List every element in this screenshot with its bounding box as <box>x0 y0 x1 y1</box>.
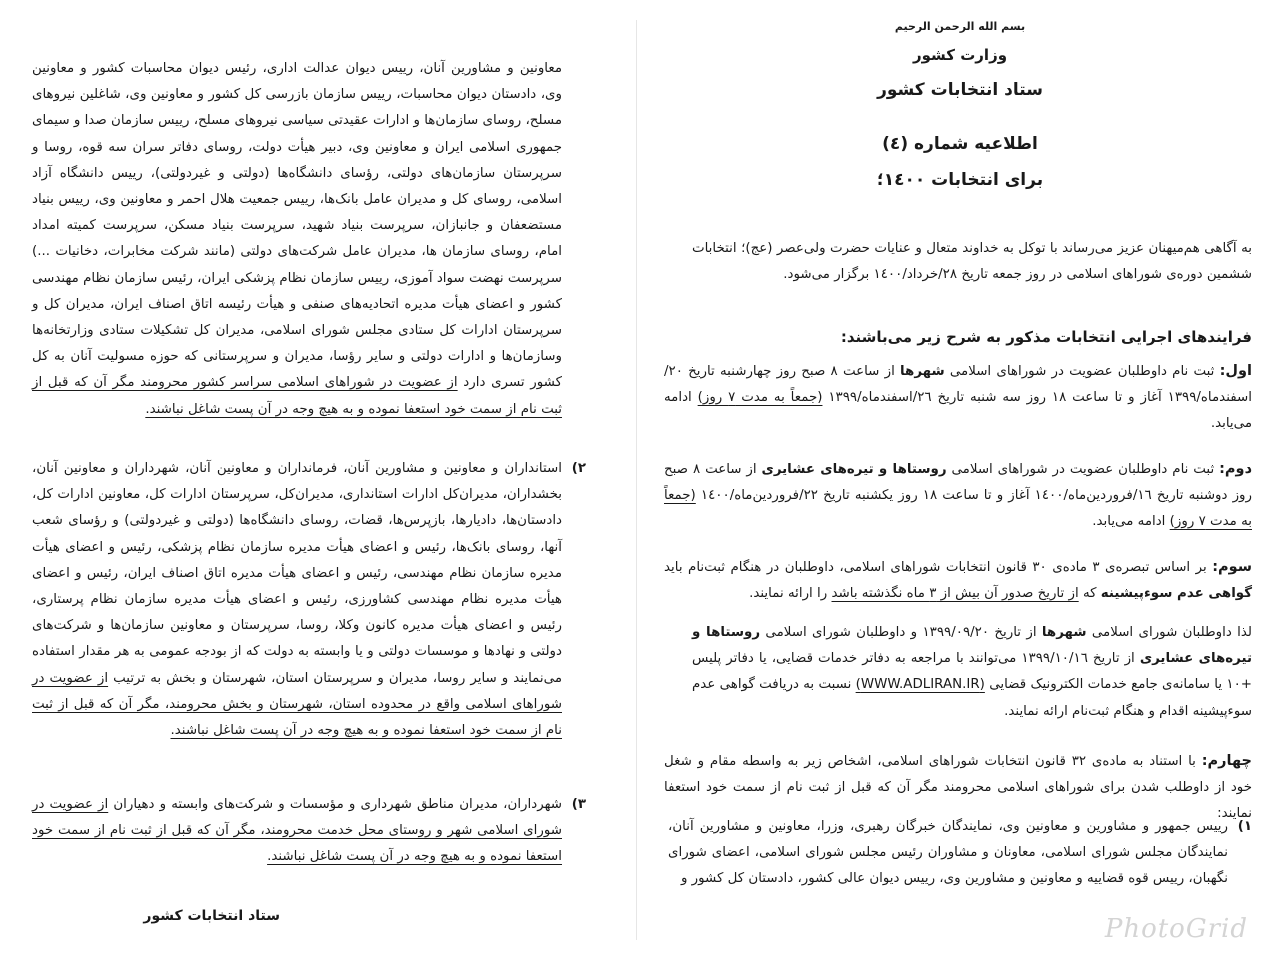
first-text-b: از ساعت ٨ صبح روز چهارشنبه تاریخ ٢٠/اسفندماه/١٣٩٩ آغاز و تا ساعت ١٨ روز سه شنبه تاریخ ٢٦/اسفندماه/١٣٩٩ <box>664 364 1252 406</box>
item-2-number: ٢) <box>571 461 586 476</box>
signature: ستاد انتخابات کشور <box>143 908 280 924</box>
item-1-number: ١) <box>1237 819 1252 834</box>
processes-heading: فرایندهای اجرایی انتخابات مذکور به شرح زیر می‌باشند: <box>840 328 1252 346</box>
third-underlined: از تاریخ صدور آن بیش از ٣ ماه نگذشته باشد <box>831 586 1079 602</box>
item-3-text: شهرداران، مدیران مناطق شهرداری و مؤسسات و شرکت‌های وابسته و دهیاران <box>113 797 562 812</box>
ministry-name: وزارت کشور <box>912 46 1008 64</box>
second-text-a: ثبت نام داوطلبان عضویت در شوراهای اسلامی <box>951 462 1215 477</box>
basmala: بسم الله الرحمن الرحيم <box>894 20 1026 33</box>
second-bold: روستاها و تیره‌های عشایری <box>761 462 947 477</box>
election-title: برای انتخابات ١٤٠٠؛ <box>876 170 1044 190</box>
second-paragraph <box>664 456 1252 536</box>
third-text-b: که <box>1082 586 1097 602</box>
item-2 <box>32 456 586 744</box>
second-label: دوم: <box>1219 461 1253 477</box>
third-note-text-a: لذا داوطلبان شورای اسلامی <box>1091 625 1252 640</box>
second-underlined: (جمعاً به مدت ٧ روز) <box>664 488 1252 530</box>
item-3 <box>32 792 586 871</box>
notice-title: اطلاعیه شماره (٤) <box>882 134 1038 154</box>
second-text-b: از ساعت ٨ صبح روز دوشنبه تاریخ ١٦/فروردین‌ماه/١٤٠٠ آغاز و تا ساعت ١٨ روز یکشنبه تاریخ ٢٢/فروردین‌ماه/١٤٠٠ <box>664 462 1252 504</box>
first-text-c: ادامه می‌یابد. <box>664 390 1252 432</box>
third-note-paragraph <box>692 620 1252 725</box>
intro-paragraph: به آگاهی هم‌میهنان عزیز می‌رساند با توکل به خداوند متعال و عنایات حضرت ولی‌عصر (عج)؛ انتخابات ششمین دوره‌ی شوراهای اسلامی در روز جمعه تاریخ ٢٨/خرداد/١٤٠٠ برگزار می‌شود. <box>692 241 1252 283</box>
watermark: PhotoGrid <box>1104 914 1248 944</box>
third-note-text-b: از تاریخ ١٣٩٩/٠٩/٢٠ و داوطلبان شورای اسلامی <box>765 625 1037 640</box>
third-bold: گواهی عدم سوءپیشینه <box>1100 586 1252 602</box>
right-page <box>640 0 1280 960</box>
item-2-underlined: از عضویت در شوراهای اسلامی واقع در محدوده استان، شهرستان و بخش محرومند، مگر آن که قبل از ثبت نام از سمت خود استعفا نموده و به هیچ وجه در آن پست شاغل نباشند. <box>32 670 562 739</box>
fourth-label: چهارم: <box>1201 753 1252 769</box>
item-3-underlined: از عضویت در شورای اسلامی شهر و روستای محل خدمت محرومند، مگر آن که قبل از ثبت نام از سمت خود استعفا نموده و به هیچ وجه در آن پست شاغل نباشند. <box>32 797 562 865</box>
item-1-continuation <box>32 56 562 423</box>
third-text-a: بر اساس تبصره‌ی ٣ ماده‌ی ٣٠ قانون انتخابات شوراهای اسلامی، داوطلبان در هنگام ثبت‌نام باید <box>664 560 1207 575</box>
headquarters-title: ستاد انتخابات کشور <box>877 80 1043 100</box>
item-1-right <box>668 814 1252 893</box>
item-1-text-right: رییس جمهور و مشاورین و معاونین وی، نمایندگان خبرگان رهبری، وزرا، معاونین و مشاورین آنان، نمایندگان مجلس شورای اسلامی، معاونان و مشاوران رئیس مجلس شورای اسلامی، اعضای شورای نگهبان، رییس قوه قضاییه و معاونین و مشاورین وی، رییس دیوان عالی کشور، دادستان کل کشور و <box>668 819 1228 887</box>
third-label: سوم: <box>1212 559 1252 575</box>
item-3-number: ٣) <box>571 797 586 812</box>
third-note-text-c: از تاریخ ١٣٩٩/١٠/١٦ می‌توانند با مراجعه به دفاتر خدمات قضایی، یا دفاتر پلیس +١٠ یا سامانه‌ی جامع خدمات الکترونیک قضایی <box>692 651 1253 693</box>
first-text-a: ثبت نام داوطلبان عضویت در شوراهای اسلامی <box>949 364 1215 379</box>
third-text-c: را ارائه نمایند. <box>749 586 828 602</box>
first-underlined: (جمعاً به مدت ٧ روز) <box>697 390 823 406</box>
item-2-text: استانداران و معاونین و مشاورین آنان، فرمانداران و معاونین آنان، شهرداران و معاونین آنان، بخشداران، مدیران‌کل ادارات استانداری، مدیران‌کل، سرپرستان ادارات کل، معاونین ادارات کل، دادستان‌ها، دادیارها، بازپرس‌ها، قضات، روسای دانشگاه‌ها (دولتی و غیردولتی) و رؤسای شعب آنها، روسای بانک‌ها، رئیس و اعضای هیأت مدیره سازمان نظام پزشکی، رئیس و اعضای هیأت مدیره سازمان نظام مهندسی، رئیس و اعضای هیأت مدیره اتاق اصناف ایران، رئیس و اعضای هیأت مدیره نظام مهندسی کشاورزی، رئیس و اعضای هیأت مدیره سازمان نظام پرستاری، رئیس و اعضای هیأت مدیره کانون وکلا، روسا، سرپرستان و معاونین سازمان‌ها و شرکت‌های دولتی و نهادها و موسسات دولتی و یا وابسته به دولت که از بودجه عمومی به هر مقدار استفاده می‌نمایند و سایر روسا، مدیران و سرپرستان استان، شهرستان و بخش به ترتیب <box>32 461 562 686</box>
first-label: اول: <box>1219 363 1252 379</box>
second-text-c: ادامه می‌یابد. <box>1092 514 1166 530</box>
item-1-underlined: از عضویت در شوراهای اسلامی سراسر کشور محرومند مگر آن که قبل از ثبت نام از سمت خود استعفا نموده و به هیچ وجه در آن پست شاغل نباشند. <box>32 375 562 417</box>
adliran-url: (WWW.ADLIRAN.IR) <box>855 677 985 693</box>
third-note-bold-a: شهرها <box>1041 625 1087 640</box>
third-paragraph <box>664 554 1252 607</box>
first-paragraph <box>664 358 1252 438</box>
fourth-text: با استناد به ماده‌ی ٣٢ قانون انتخابات شوراهای اسلامی، اشخاص زیر به واسطه مقام و شغل خود از داوطلب شدن برای شوراهای اسلامی محرومند مگر آن که قبل از ثبت نام از سمت خود استعفا نمایند: <box>664 754 1252 822</box>
item-1-text-left: معاونین و مشاورین آنان، رییس دیوان عدالت اداری، رئیس دیوان محاسبات کشور و معاونین وی، دادستان دیوان محاسبات، رییس سازمان بازرسی کل کشور و معاونین وی، شاغلین نیروهای مسلح، روسای سازمان‌ها و ادارات عقیدتی سیاسی نیروهای مسلح، رییس سازمان صدا و سیمای جمهوری اسلامی ایران و معاونین وی، دبیر هیأت دولت، روسای دفاتر سران سه قوه، روسا و سرپرستان سازمان‌های دولتی، رؤسای دانشگاه‌ها (دولتی و غیردولتی)، رییس دانشگاه آزاد اسلامی، روسای کل و مدیران عامل بانک‌ها، رییس جمعیت هلال احمر و معاونین وی، رییس بنیاد مستضعفان و جانبازان، سرپرست بنیاد شهید، سرپرست بنیاد مسکن، سرپرست کمیته امداد امام، روسای سازمان ها، مدیران عامل شرکت‌های دولتی (مانند شرکت مخابرات، دخانیات ...) سرپرست نهضت سواد آموزی، رییس سازمان نظام پزشکی ایران، رئیس سازمان نظام مهندسی کشور و اعضای هیأت مدیره اتحادیه‌های صنفی و هیأت رئیسه اتاق اصناف ایران، مدیران کل و سرپرستان ادارات کل ستادی مجلس شورای اسلامی، مدیران کل تشکیلات ستادی وزارتخانه‌ها وسازمان‌ها و ادارات دولتی و سایر رؤسا، مدیران و سرپرستانی که حوزه مسولیت آنان به کل کشور تسری دارد <box>32 61 562 391</box>
first-bold: شهرها <box>900 364 945 379</box>
third-note-bold-b: روستاها و تیره‌های عشایری <box>692 625 1252 667</box>
third-note-text-d: نسبت به دریافت گواهی عدم سوءپیشینه اقدام و هنگام ثبت‌نام ارائه نمایند. <box>692 677 1252 719</box>
